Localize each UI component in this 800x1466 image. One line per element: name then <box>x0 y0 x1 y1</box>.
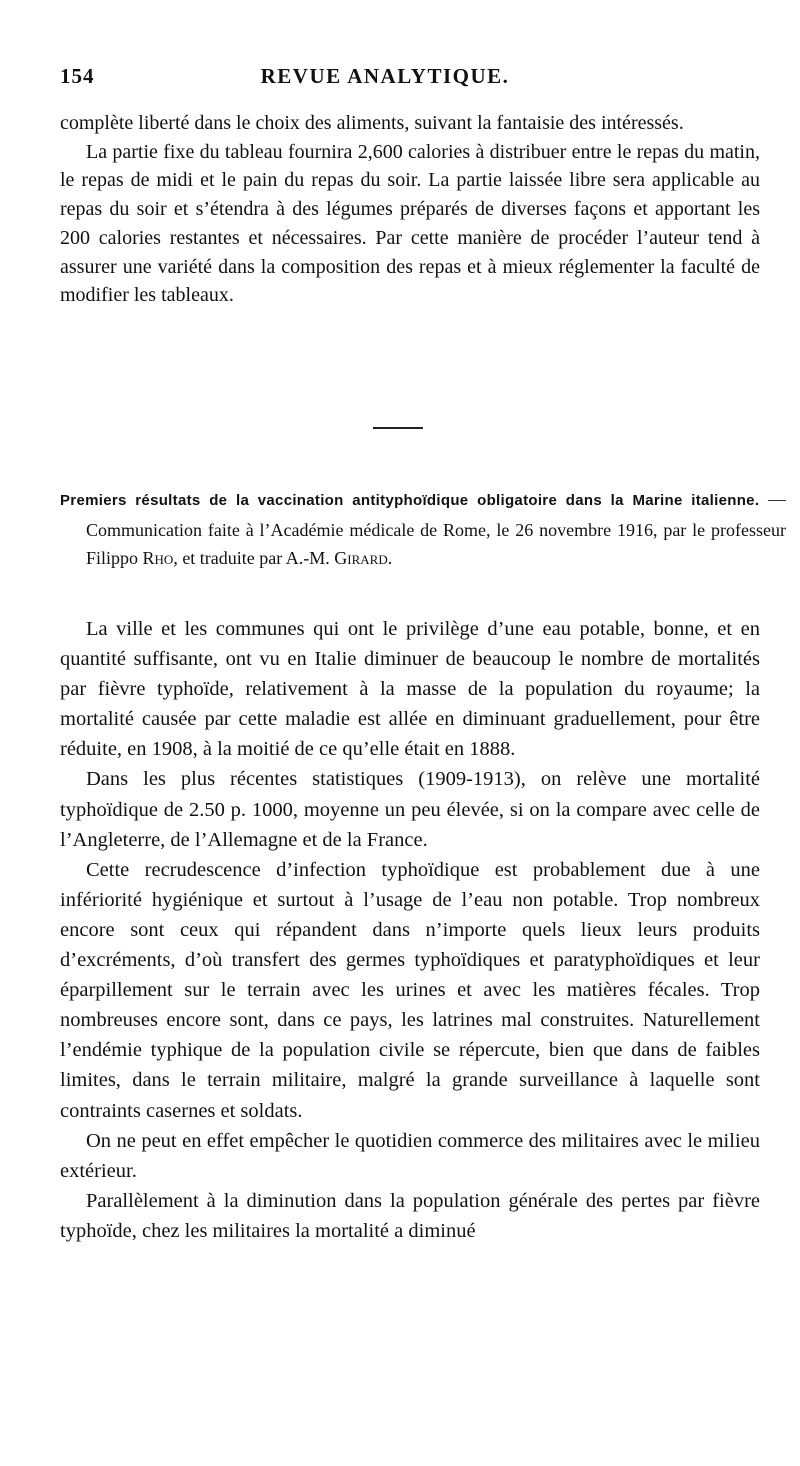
page-number: 154 <box>60 64 95 88</box>
article-title: Premiers résultats de la vaccination antityphoïdique obligatoire dans la Marine italienne. <box>60 492 760 509</box>
running-title: REVUE ANALYTIQUE. <box>260 64 510 88</box>
running-head <box>60 64 760 94</box>
article-body <box>60 614 760 1246</box>
body-paragraph: La ville et les communes qui ont le privilège d’une eau potable, bonne, et en quantité suffisante, ont vu en Italie diminuer de beaucoup le nombre de mortalités par fièvre typhoïde, relativement à la masse de la population du royaume; la mortalité causée par cette maladie est allée en diminuant graduellement, pour être réduite, en 1908, à la moitié de ce qu’elle était en 1888. <box>60 618 760 761</box>
article-byline-prefix: — Communication faite à l’Académie médicale de Rome, le 26 novembre 1916, par le professeur Filippo <box>86 489 787 568</box>
previous-article-text <box>60 109 760 310</box>
body-paragraph: Dans les plus récentes statistiques (1909-1913), on relève une mortalité typhoïdique de 2.50 p. 1000, moyenne un peu élevée, si on la compare avec celle de l’Angleterre, de l’Allemagne et de la France. <box>60 768 760 851</box>
continuation-paragraph: complète liberté dans le choix des aliments, suivant la fantaisie des intéressés. <box>60 112 684 134</box>
author-surname: Rho <box>142 548 174 568</box>
body-paragraph: Parallèlement à la diminution dans la population générale des pertes par fièvre typhoïde, chez les militaires la mortalité a diminué <box>60 1189 760 1242</box>
article-byline-suffix: . <box>387 548 393 568</box>
body-paragraph: Cette recrudescence d’infection typhoïdique est probablement due à une infériorité hygiénique et surtout à l’usage de l’eau non potable. Trop nombreux encore sont ceux qui répandent dans n’importe quels lieux leurs produits d’excréments, d’où transfert des germes typhoïdiques et paratyphoïdiques et leur éparpillement sur le terrain avec les urines et avec les matières fécales. Trop nombreuses encore sont, dans ce pays, les latrines mal construites. Naturellement l’endémie typhique de la population civile se répercute, bien que dans de faibles limites, dans le terrain militaire, malgré la grande surveillance à laquelle sont contraints casernes et soldats. <box>60 858 760 1122</box>
translator-surname: Girard <box>334 548 388 568</box>
article-heading <box>60 485 786 573</box>
article-byline-middle: , et traduite par A.-M. <box>173 548 335 568</box>
body-paragraph: La partie fixe du tableau fournira 2,600 calories à distribuer entre le repas du matin, le repas de midi et le pain du repas du soir. La partie laissée libre sera applicable au repas du soir et s’étendra à des légumes préparés de diverses façons et apportant les 200 calories restantes et nécessaires. Par cette manière de procéder l’auteur tend à assurer une variété dans la composition des repas et à mieux réglementer la faculté de modifier les tableaux. <box>60 140 760 307</box>
section-divider <box>373 427 423 429</box>
body-paragraph: On ne peut en effet empêcher le quotidien commerce des militaires avec le milieu extérieur. <box>60 1129 760 1182</box>
